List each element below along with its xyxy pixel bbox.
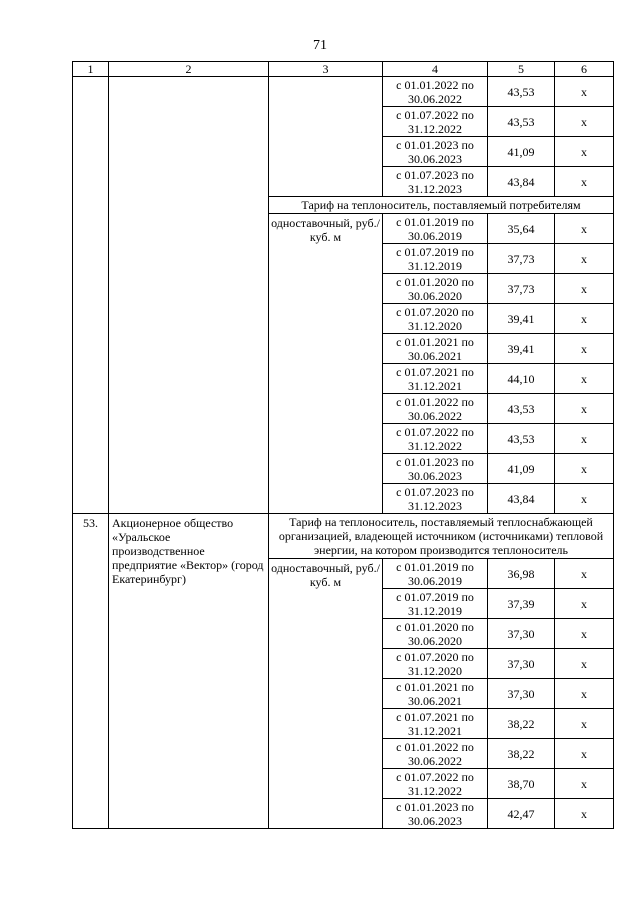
tariff-value: 35,64 (488, 214, 555, 244)
period-cell: с 01.07.2021 по 31.12.2021 (383, 709, 488, 739)
tariff-value: 38,22 (488, 739, 555, 769)
period-cell: с 01.01.2020 по 30.06.2020 (383, 274, 488, 304)
tariff-value: 38,22 (488, 709, 555, 739)
tariff-value: 37,30 (488, 649, 555, 679)
item-number: 53. (73, 514, 109, 829)
mark-cell: х (555, 364, 614, 394)
tariff-value: 37,73 (488, 274, 555, 304)
tariff-value: 43,84 (488, 484, 555, 514)
organization-cell (109, 77, 269, 514)
header-col-4: 4 (383, 62, 488, 77)
mark-cell: х (555, 394, 614, 424)
table-row (73, 77, 614, 107)
unit-cell: одноставочный, руб./куб. м (269, 559, 383, 829)
mark-cell: х (555, 214, 614, 244)
header-col-6: 6 (555, 62, 614, 77)
mark-cell: х (555, 107, 614, 137)
unit-cell (269, 77, 383, 197)
period-cell: с 01.07.2019 по 31.12.2019 (383, 589, 488, 619)
tariff-value: 36,98 (488, 559, 555, 589)
mark-cell: х (555, 559, 614, 589)
mark-cell: х (555, 167, 614, 197)
mark-cell: х (555, 454, 614, 484)
period-cell: с 01.07.2019 по 31.12.2019 (383, 244, 488, 274)
tariff-value: 42,47 (488, 799, 555, 829)
mark-cell: х (555, 424, 614, 454)
period-cell: с 01.07.2021 по 31.12.2021 (383, 364, 488, 394)
period-cell: с 01.01.2023 по 30.06.2023 (383, 799, 488, 829)
header-col-2: 2 (109, 62, 269, 77)
mark-cell: х (555, 484, 614, 514)
tariff-value: 43,53 (488, 394, 555, 424)
period-cell: с 01.01.2019 по 30.06.2019 (383, 214, 488, 244)
mark-cell: х (555, 799, 614, 829)
tariff-value: 43,53 (488, 77, 555, 107)
period-cell: с 01.07.2022 по 31.12.2022 (383, 769, 488, 799)
mark-cell: х (555, 709, 614, 739)
tariff-value: 41,09 (488, 454, 555, 484)
tariff-value: 37,30 (488, 679, 555, 709)
period-cell: с 01.07.2020 по 31.12.2020 (383, 304, 488, 334)
mark-cell: х (555, 769, 614, 799)
period-cell: с 01.01.2023 по 30.06.2023 (383, 454, 488, 484)
period-cell: с 01.07.2022 по 31.12.2022 (383, 107, 488, 137)
period-cell: с 01.01.2022 по 30.06.2022 (383, 739, 488, 769)
mark-cell: х (555, 649, 614, 679)
period-cell: с 01.01.2019 по 30.06.2019 (383, 559, 488, 589)
mark-cell: х (555, 679, 614, 709)
tariff-title-row (73, 514, 614, 559)
number-cell (73, 77, 109, 514)
period-cell: с 01.01.2023 по 30.06.2023 (383, 137, 488, 167)
header-col-3: 3 (269, 62, 383, 77)
tariff-value: 41,09 (488, 137, 555, 167)
tariff-value: 37,30 (488, 619, 555, 649)
period-cell: с 01.07.2023 по 31.12.2023 (383, 484, 488, 514)
tariff-value: 43,84 (488, 167, 555, 197)
tariff-value: 38,70 (488, 769, 555, 799)
mark-cell: х (555, 334, 614, 364)
tariff-value: 43,53 (488, 107, 555, 137)
mark-cell: х (555, 589, 614, 619)
mark-cell: х (555, 244, 614, 274)
period-cell: с 01.07.2022 по 31.12.2022 (383, 424, 488, 454)
period-cell: с 01.01.2021 по 30.06.2021 (383, 334, 488, 364)
tariff-value: 37,73 (488, 244, 555, 274)
mark-cell: х (555, 137, 614, 167)
tariff-value: 37,39 (488, 589, 555, 619)
period-cell: с 01.01.2022 по 30.06.2022 (383, 394, 488, 424)
tariff-value: 39,41 (488, 334, 555, 364)
mark-cell: х (555, 739, 614, 769)
period-cell: с 01.01.2020 по 30.06.2020 (383, 619, 488, 649)
period-cell: с 01.01.2021 по 30.06.2021 (383, 679, 488, 709)
header-row (73, 62, 614, 77)
period-cell: с 01.07.2020 по 31.12.2020 (383, 649, 488, 679)
period-cell: с 01.01.2022 по 30.06.2022 (383, 77, 488, 107)
unit-cell: одноставочный, руб./куб. м (269, 214, 383, 514)
period-cell: с 01.07.2023 по 31.12.2023 (383, 167, 488, 197)
tariff-value: 39,41 (488, 304, 555, 334)
mark-cell: х (555, 619, 614, 649)
organization-name: Акционерное общество «Уральское производственное предприятие «Вектор» (город Екатеринбург) (109, 514, 269, 829)
page-number: 71 (313, 38, 327, 53)
tariff-value: 43,53 (488, 424, 555, 454)
tariff-value: 44,10 (488, 364, 555, 394)
mark-cell: х (555, 274, 614, 304)
tariff-title: Тариф на теплоноситель, поставляемый теплоснабжающей организацией, владеющей источником (источниками) тепловой энергии, на котором производится теплоноситель (269, 514, 614, 559)
mark-cell: х (555, 304, 614, 334)
mark-cell: х (555, 77, 614, 107)
header-col-1: 1 (73, 62, 109, 77)
header-col-5: 5 (488, 62, 555, 77)
tariff-table (72, 61, 614, 829)
tariff-title: Тариф на теплоноситель, поставляемый потребителям (269, 197, 614, 214)
